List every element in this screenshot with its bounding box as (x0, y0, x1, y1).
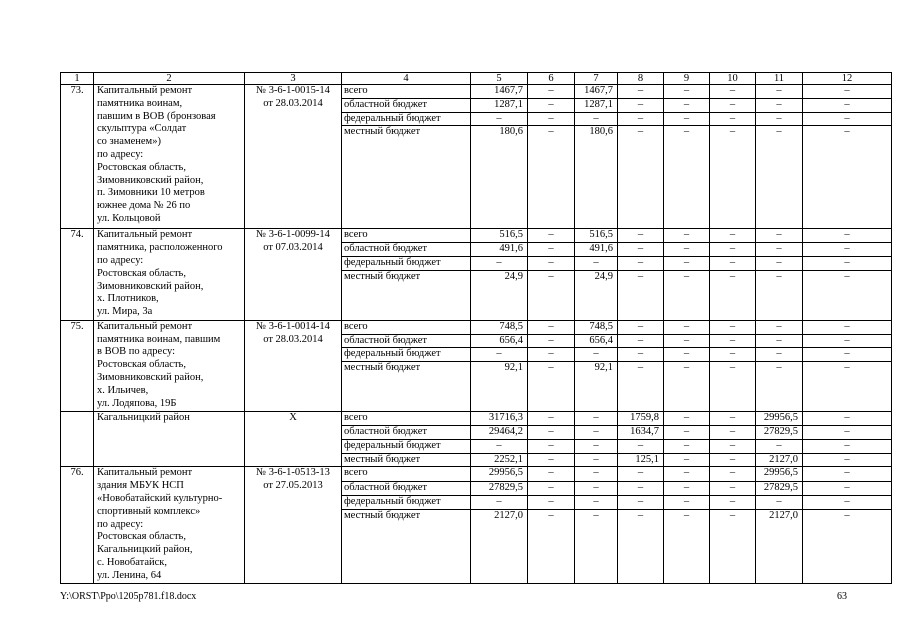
amount-cell: – (803, 270, 892, 320)
amount-cell: – (471, 348, 528, 362)
amount-cell: – (756, 270, 803, 320)
amount-cell: – (803, 98, 892, 112)
table-row (61, 229, 892, 243)
amount-cell: – (756, 348, 803, 362)
amount-cell: 1287,1 (471, 98, 528, 112)
header-row (61, 73, 892, 85)
funding-source: федеральный бюджет (342, 439, 471, 453)
amount-cell: – (528, 453, 575, 467)
amount-cell: – (710, 425, 756, 439)
amount-cell: – (756, 126, 803, 229)
amount-cell: – (710, 495, 756, 509)
amount-cell: – (528, 467, 575, 481)
amount-cell: 24,9 (575, 270, 618, 320)
table-row (61, 85, 892, 99)
amount-cell: – (664, 270, 710, 320)
funding-source: федеральный бюджет (342, 495, 471, 509)
amount-cell: – (756, 229, 803, 243)
amount-cell: – (803, 495, 892, 509)
amount-cell: – (575, 412, 618, 426)
amount-cell: – (618, 270, 664, 320)
amount-cell: – (664, 85, 710, 99)
amount-cell: – (618, 510, 664, 583)
funding-source: местный бюджет (342, 126, 471, 229)
amount-cell: – (618, 256, 664, 270)
amount-cell: – (528, 126, 575, 229)
expertise-number: № 3-6-1-0014-14 от 28.03.2014 (245, 320, 342, 411)
amount-cell: – (710, 412, 756, 426)
amount-cell: – (528, 495, 575, 509)
amount-cell: – (528, 425, 575, 439)
amount-cell: – (618, 98, 664, 112)
amount-cell: – (618, 334, 664, 348)
amount-cell: 656,4 (575, 334, 618, 348)
amount-cell: 27829,5 (756, 425, 803, 439)
amount-cell: 27829,5 (756, 481, 803, 495)
amount-cell: – (528, 412, 575, 426)
amount-cell: 1759,8 (618, 412, 664, 426)
amount-cell: – (575, 467, 618, 481)
amount-cell: – (528, 112, 575, 126)
amount-cell: – (803, 348, 892, 362)
amount-cell: – (710, 112, 756, 126)
amount-cell: – (710, 481, 756, 495)
amount-cell: – (664, 243, 710, 257)
funding-source: федеральный бюджет (342, 256, 471, 270)
amount-cell: 2127,0 (471, 510, 528, 583)
amount-cell: – (803, 126, 892, 229)
amount-cell: – (528, 270, 575, 320)
funding-source: областной бюджет (342, 334, 471, 348)
funding-source: местный бюджет (342, 362, 471, 412)
amount-cell: – (803, 362, 892, 412)
amount-cell: – (803, 439, 892, 453)
amount-cell: 29464,2 (471, 425, 528, 439)
object-name: Капитальный ремонт памятника воинам, павшим в ВОВ (бронзовая скульптура «Солдат со знаменем») по адресу: Ростовская область, Зимовниковский район, п. Зимовники 10 метров южнее дома № 26 по ул. Кольцовой (94, 85, 245, 229)
amount-cell: – (756, 243, 803, 257)
amount-cell: – (664, 425, 710, 439)
object-name: Капитальный ремонт памятника воинам, павшим в ВОВ по адресу: Ростовская область, Зимовниковский район, х. Ильичев, ул. Лодяпова, 19Б (94, 320, 245, 411)
column-header: 4 (342, 73, 471, 85)
amount-cell: – (528, 439, 575, 453)
amount-cell: – (618, 362, 664, 412)
amount-cell: 1634,7 (618, 425, 664, 439)
amount-cell: – (664, 453, 710, 467)
amount-cell: 516,5 (471, 229, 528, 243)
amount-cell: – (710, 334, 756, 348)
amount-cell: – (528, 362, 575, 412)
amount-cell: – (575, 256, 618, 270)
funding-source: всего (342, 85, 471, 99)
amount-cell: 29956,5 (471, 467, 528, 481)
amount-cell: – (710, 467, 756, 481)
column-header: 7 (575, 73, 618, 85)
amount-cell: – (803, 85, 892, 99)
amount-cell: – (471, 495, 528, 509)
column-header: 10 (710, 73, 756, 85)
amount-cell: – (528, 256, 575, 270)
amount-cell: 748,5 (471, 320, 528, 334)
funding-source: местный бюджет (342, 453, 471, 467)
amount-cell: – (710, 126, 756, 229)
amount-cell: – (756, 256, 803, 270)
amount-cell: – (575, 425, 618, 439)
column-header: 2 (94, 73, 245, 85)
amount-cell: – (664, 112, 710, 126)
amount-cell: – (803, 334, 892, 348)
amount-cell: – (710, 510, 756, 583)
amount-cell: – (664, 98, 710, 112)
expertise-number: № 3-6-1-0099-14 от 07.03.2014 (245, 229, 342, 320)
funding-source: областной бюджет (342, 481, 471, 495)
amount-cell: – (710, 453, 756, 467)
row-index (61, 412, 94, 467)
amount-cell: – (528, 320, 575, 334)
column-header: 5 (471, 73, 528, 85)
amount-cell: – (528, 348, 575, 362)
amount-cell: 29956,5 (756, 467, 803, 481)
amount-cell: – (618, 126, 664, 229)
amount-cell: – (803, 510, 892, 583)
amount-cell: – (756, 334, 803, 348)
amount-cell: – (710, 243, 756, 257)
funding-source: областной бюджет (342, 98, 471, 112)
funding-source: всего (342, 412, 471, 426)
amount-cell: – (803, 412, 892, 426)
amount-cell: – (756, 362, 803, 412)
amount-cell: – (664, 320, 710, 334)
amount-cell: – (756, 112, 803, 126)
amount-cell: – (664, 256, 710, 270)
amount-cell: – (528, 334, 575, 348)
amount-cell: – (756, 439, 803, 453)
amount-cell: – (575, 495, 618, 509)
amount-cell: 1287,1 (575, 98, 618, 112)
amount-cell: 27829,5 (471, 481, 528, 495)
table-row (61, 467, 892, 481)
funding-source: всего (342, 229, 471, 243)
amount-cell: 92,1 (471, 362, 528, 412)
amount-cell: – (664, 229, 710, 243)
amount-cell: 180,6 (471, 126, 528, 229)
funding-source: всего (342, 467, 471, 481)
amount-cell: – (664, 334, 710, 348)
amount-cell: – (575, 510, 618, 583)
amount-cell: – (803, 481, 892, 495)
amount-cell: – (618, 320, 664, 334)
amount-cell: – (664, 481, 710, 495)
amount-cell: 2127,0 (756, 510, 803, 583)
funding-source: областной бюджет (342, 425, 471, 439)
amount-cell: 1467,7 (471, 85, 528, 99)
page-number: 63 (837, 591, 847, 602)
amount-cell: – (664, 362, 710, 412)
amount-cell: – (618, 348, 664, 362)
amount-cell: – (710, 85, 756, 99)
object-name: Кагальницкий район (94, 412, 245, 467)
amount-cell: – (528, 85, 575, 99)
amount-cell: – (575, 112, 618, 126)
amount-cell: – (618, 467, 664, 481)
amount-cell: 29956,5 (756, 412, 803, 426)
row-index: 75. (61, 320, 94, 411)
amount-cell: – (664, 126, 710, 229)
amount-cell: – (803, 453, 892, 467)
amount-cell: – (803, 320, 892, 334)
amount-cell: 180,6 (575, 126, 618, 229)
row-index: 73. (61, 85, 94, 229)
amount-cell: – (664, 412, 710, 426)
object-name: Капитальный ремонт памятника, расположенного по адресу: Ростовская область, Зимовниковский район, х. Плотников, ул. Мира, 3а (94, 229, 245, 320)
amount-cell: – (756, 85, 803, 99)
expertise-number: Х (245, 412, 342, 467)
amount-cell: – (664, 439, 710, 453)
amount-cell: – (803, 243, 892, 257)
amount-cell: – (618, 481, 664, 495)
funding-source: местный бюджет (342, 510, 471, 583)
table-row (61, 412, 892, 426)
funding-source: областной бюджет (342, 243, 471, 257)
amount-cell: 491,6 (471, 243, 528, 257)
amount-cell: – (528, 98, 575, 112)
amount-cell: – (618, 495, 664, 509)
amount-cell: – (618, 229, 664, 243)
amount-cell: – (803, 425, 892, 439)
file-path: Y:\ORST\Ppo\1205p781.f18.docx (60, 591, 197, 602)
amount-cell: – (710, 270, 756, 320)
column-header: 6 (528, 73, 575, 85)
amount-cell: – (803, 112, 892, 126)
amount-cell: – (664, 467, 710, 481)
amount-cell: – (710, 98, 756, 112)
amount-cell: – (803, 256, 892, 270)
amount-cell: – (618, 243, 664, 257)
column-header: 11 (756, 73, 803, 85)
column-header: 8 (618, 73, 664, 85)
amount-cell: – (575, 453, 618, 467)
amount-cell: 92,1 (575, 362, 618, 412)
amount-cell: – (618, 439, 664, 453)
amount-cell: – (756, 495, 803, 509)
amount-cell: 491,6 (575, 243, 618, 257)
amount-cell: – (471, 256, 528, 270)
row-index: 74. (61, 229, 94, 320)
budget-table (60, 72, 892, 584)
amount-cell: 125,1 (618, 453, 664, 467)
expertise-number: № 3-6-1-0015-14 от 28.03.2014 (245, 85, 342, 229)
amount-cell: 1467,7 (575, 85, 618, 99)
amount-cell: – (528, 481, 575, 495)
funding-source: федеральный бюджет (342, 112, 471, 126)
amount-cell: 516,5 (575, 229, 618, 243)
amount-cell: – (710, 229, 756, 243)
amount-cell: – (528, 229, 575, 243)
amount-cell: – (664, 495, 710, 509)
amount-cell: – (710, 439, 756, 453)
amount-cell: – (756, 320, 803, 334)
amount-cell: – (618, 85, 664, 99)
amount-cell: – (664, 510, 710, 583)
funding-source: всего (342, 320, 471, 334)
funding-source: местный бюджет (342, 270, 471, 320)
column-header: 9 (664, 73, 710, 85)
row-index: 76. (61, 467, 94, 583)
amount-cell: 31716,3 (471, 412, 528, 426)
column-header: 3 (245, 73, 342, 85)
amount-cell: 656,4 (471, 334, 528, 348)
amount-cell: – (710, 320, 756, 334)
amount-cell: – (710, 256, 756, 270)
amount-cell: – (575, 439, 618, 453)
amount-cell: – (575, 481, 618, 495)
amount-cell: – (471, 112, 528, 126)
amount-cell: 24,9 (471, 270, 528, 320)
column-header: 12 (803, 73, 892, 85)
column-header: 1 (61, 73, 94, 85)
amount-cell: – (803, 229, 892, 243)
amount-cell: – (575, 348, 618, 362)
expertise-number: № 3-6-1-0513-13 от 27.05.2013 (245, 467, 342, 583)
amount-cell: – (803, 467, 892, 481)
amount-cell: – (710, 362, 756, 412)
amount-cell: – (528, 243, 575, 257)
amount-cell: – (528, 510, 575, 583)
funding-source: федеральный бюджет (342, 348, 471, 362)
table-row (61, 320, 892, 334)
amount-cell: 2127,0 (756, 453, 803, 467)
object-name: Капитальный ремонт здания МБУК НСП «Новобатайский культурно- спортивный комплекс» по адресу: Ростовская область, Кагальницкий район, с. Новобатайск, ул. Ленина, 64 (94, 467, 245, 583)
amount-cell: – (618, 112, 664, 126)
amount-cell: 2252,1 (471, 453, 528, 467)
amount-cell: – (756, 98, 803, 112)
amount-cell: – (471, 439, 528, 453)
amount-cell: – (664, 348, 710, 362)
amount-cell: – (710, 348, 756, 362)
amount-cell: 748,5 (575, 320, 618, 334)
